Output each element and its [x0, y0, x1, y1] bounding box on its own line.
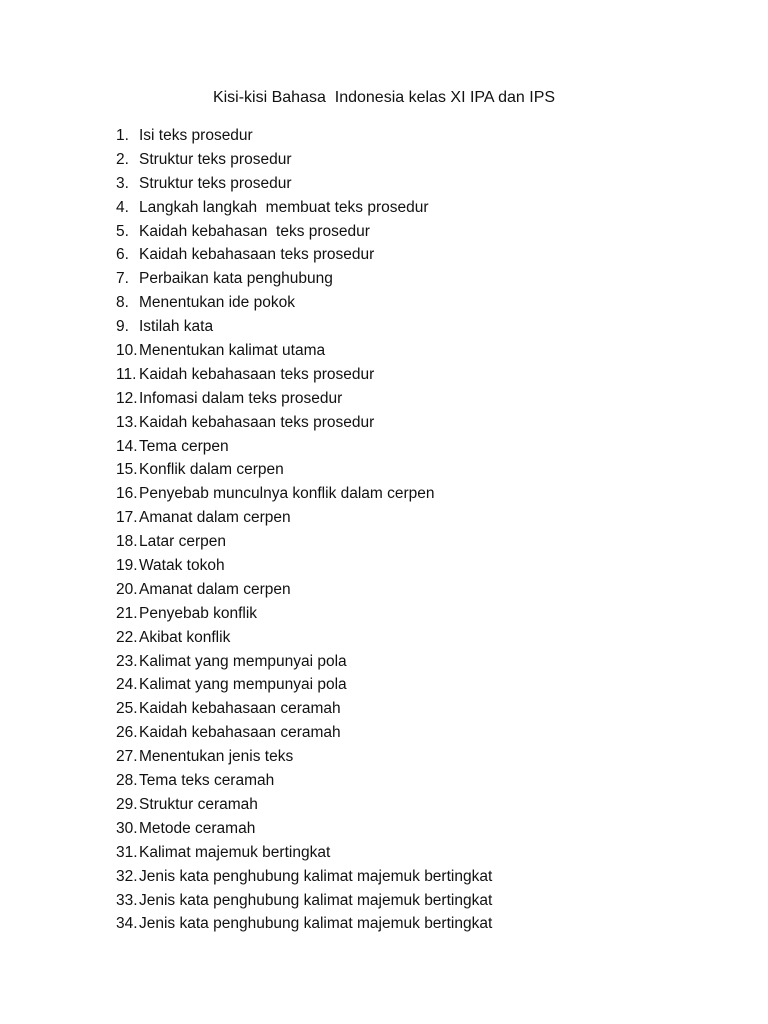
list-item-number: 9. [116, 318, 129, 336]
list-item [116, 124, 492, 148]
list-item-number: 22. [116, 628, 138, 646]
list-item [116, 291, 492, 315]
list-item-number: 32. [116, 867, 138, 885]
item-list [116, 124, 492, 936]
list-item [116, 482, 492, 506]
list-item [116, 458, 492, 482]
list-item-text: Kalimat yang mempunyai pola [139, 652, 347, 670]
list-item [116, 769, 492, 793]
list-item-text: Struktur ceramah [139, 795, 258, 813]
list-item-number: 31. [116, 843, 138, 861]
list-item-number: 34. [116, 915, 138, 933]
list-item [116, 912, 492, 936]
list-item-number: 33. [116, 891, 138, 909]
list-item [116, 626, 492, 650]
list-item-text: Isi teks prosedur [139, 127, 253, 144]
list-item-number: 7. [116, 270, 129, 288]
list-item [116, 220, 492, 244]
list-item-number: 3. [116, 174, 129, 192]
list-item-text: Jenis kata penghubung kalimat majemuk bertingkat [139, 867, 493, 885]
list-item [116, 387, 492, 411]
list-item-text: Tema cerpen [139, 437, 229, 455]
list-item [116, 506, 492, 530]
list-item [116, 363, 492, 387]
list-item [116, 650, 492, 674]
list-item-number: 27. [116, 748, 138, 766]
list-item-number: 20. [116, 580, 138, 598]
list-item [116, 817, 492, 841]
list-item [116, 841, 492, 865]
list-item-text: Watak tokoh [139, 557, 225, 575]
list-item-text: Konflik dalam cerpen [139, 461, 284, 479]
document-title: Kisi-kisi Bahasa Indonesia kelas XI IPA dan IPS [212, 89, 556, 106]
list-item-text: Akibat konflik [139, 628, 231, 646]
list-item [116, 673, 492, 697]
list-item [116, 578, 492, 602]
list-item-text: Menentukan jenis teks [139, 748, 294, 766]
list-item-text: Jenis kata penghubung kalimat majemuk bertingkat [139, 891, 493, 909]
list-item [116, 243, 492, 267]
list-item-text: Tema teks ceramah [139, 772, 275, 790]
list-item-number: 15. [116, 461, 138, 479]
list-item [116, 793, 492, 817]
list-item [116, 411, 492, 435]
list-item-number: 28. [116, 772, 138, 790]
list-item-number: 14. [116, 437, 138, 455]
list-item-number: 23. [116, 652, 138, 670]
list-item [116, 315, 492, 339]
list-item [116, 697, 492, 721]
list-item-text: Menentukan ide pokok [139, 294, 295, 312]
list-item-number: 21. [116, 604, 138, 622]
list-item-text: Amanat dalam cerpen [139, 509, 291, 527]
list-item [116, 172, 492, 196]
list-item-number: 8. [116, 294, 129, 312]
list-item-number: 2. [116, 150, 129, 168]
list-item-text: Struktur teks prosedur [139, 150, 292, 168]
list-item-text: Kaidah kebahasaan teks prosedur [139, 246, 375, 264]
list-item-number: 4. [116, 198, 129, 216]
list-item-text: Metode ceramah [139, 819, 256, 837]
list-item [116, 745, 492, 769]
list-item-text: Istilah kata [139, 318, 214, 336]
list-item-number: 29. [116, 795, 138, 813]
list-item-text: Kaidah kebahasaan ceramah [139, 700, 341, 718]
list-item-text: Amanat dalam cerpen [139, 580, 291, 598]
list-item-text: Menentukan kalimat utama [139, 342, 326, 360]
list-item [116, 435, 492, 459]
list-item-number: 26. [116, 724, 138, 742]
list-item-text: Kaidah kebahasan teks prosedur [139, 222, 370, 240]
list-item-text: Langkah langkah membuat teks prosedur [139, 198, 429, 216]
list-item-number: 1. [116, 127, 129, 144]
list-item-number: 19. [116, 557, 138, 575]
list-item [116, 602, 492, 626]
list-item-number: 25. [116, 700, 138, 718]
list-item [116, 196, 492, 220]
list-item-number: 12. [116, 389, 138, 407]
list-item-number: 17. [116, 509, 138, 527]
list-item-number: 5. [116, 222, 129, 240]
list-item-text: Struktur teks prosedur [139, 174, 292, 192]
list-item [116, 148, 492, 172]
list-item-number: 18. [116, 533, 138, 551]
list-item [116, 339, 492, 363]
list-item-number: 13. [116, 413, 138, 431]
list-item-text: Kaidah kebahasaan ceramah [139, 724, 341, 742]
list-item-text: Kaidah kebahasaan teks prosedur [139, 413, 375, 431]
list-item-number: 10. [116, 342, 138, 360]
list-item-number: 30. [116, 819, 138, 837]
list-item [116, 865, 492, 889]
list-item-text: Kalimat yang mempunyai pola [139, 676, 347, 694]
list-item [116, 889, 492, 913]
list-item [116, 530, 492, 554]
list-item [116, 554, 492, 578]
list-item-number: 24. [116, 676, 138, 694]
list-item-text: Perbaikan kata penghubung [139, 270, 333, 288]
list-item [116, 721, 492, 745]
list-item-text: Kaidah kebahasaan teks prosedur [139, 365, 375, 383]
list-item-text: Latar cerpen [139, 533, 227, 551]
list-item-number: 6. [116, 246, 129, 264]
list-item-number: 11. [116, 365, 137, 383]
list-item-number: 16. [116, 485, 138, 503]
list-item [116, 267, 492, 291]
list-item-text: Penyebab munculnya konflik dalam cerpen [139, 485, 435, 503]
list-item-text: Jenis kata penghubung kalimat majemuk bertingkat [139, 915, 493, 933]
list-item-text: Penyebab konflik [139, 604, 258, 622]
list-item-text: Kalimat majemuk bertingkat [139, 843, 331, 861]
list-item-text: Infomasi dalam teks prosedur [139, 389, 343, 407]
